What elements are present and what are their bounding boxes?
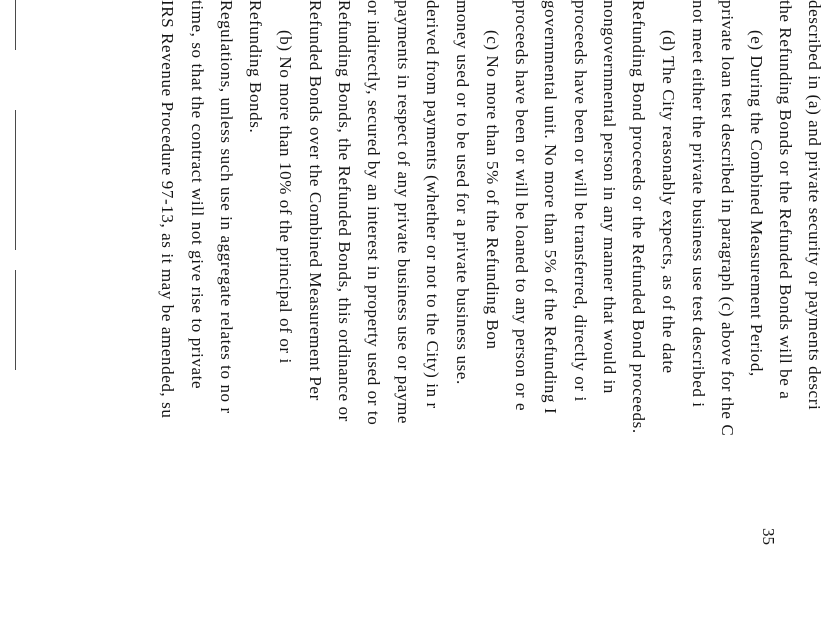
text-line: Refunding Bonds. [246,0,265,134]
text-line: proceeds have been or will be loaned to any person or e [512,0,531,412]
text-line: private loan test described in paragraph (c) above for the C [718,0,737,437]
text-line: governmental unit. No more than 5% of the Refunding I [541,0,560,415]
text-line: proceeds have been or will be transferred, directly or i [571,0,590,402]
text-line: (e) During the Combined Measurement Period, [747,30,766,377]
text-line: money used or to be used for a private business use. [453,0,472,385]
text-line: derived from payments (whether or not to the City) in r [423,0,442,409]
text-line: Regulations, unless such use in aggregate relates to no r [217,0,236,414]
text-line: (b) No more than 10% of the principal of or i [276,30,295,364]
text-line: nongovernmental person in any manner that would in [600,0,619,394]
page-number: 35 [759,528,778,545]
text-line: the Refunding Bonds or the Refunded Bonds will be a [776,0,795,400]
text-line: IRS Revenue Procedure 97-13, as it may be amended, su [158,0,177,419]
text-line: time, so that the contract will not give rise to private [188,0,207,390]
text-line: described in (a) and private security or payments descri [805,0,824,411]
top-rule-2 [15,110,16,250]
top-rule-1 [15,0,16,50]
text-line: Refunding Bonds, the Refunded Bonds, this ordinance or [335,0,354,422]
text-line: (d) The City reasonably expects, as of the date [659,30,678,374]
top-rule-3 [15,270,16,370]
text-line: Refunded Bonds over the Combined Measurement Per [306,0,325,401]
text-line: (c) No more than 5% of the Refunding Bon [483,30,502,350]
text-line: payments in respect of any private business use or payme [394,0,413,425]
text-line: Refunding Bond proceeds or the Refunded Bond proceeds. [629,0,648,434]
text-line: not meet either the private business use test described i [689,0,708,408]
text-line: or indirectly, secured by an interest in property used or to [364,0,383,426]
